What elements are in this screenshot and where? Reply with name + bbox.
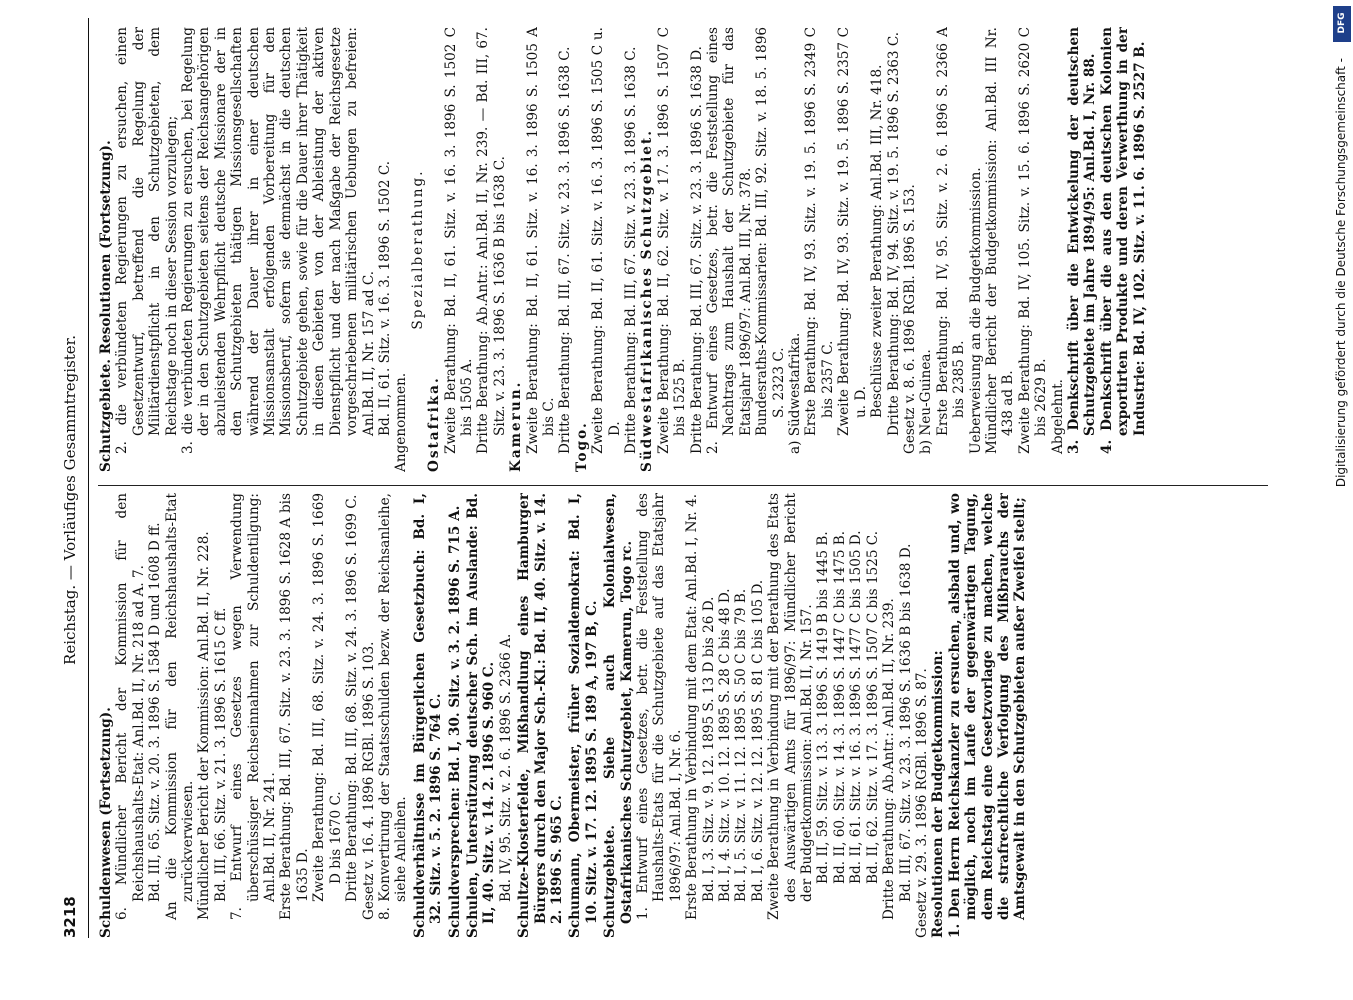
entry-line: Beschlüsse zweiter Berathung: Anl.Bd. III, Nr. 418. — [869, 64, 886, 418]
entry-line: Erste Berathung: Bd. III, 67. Sitz. v. 23. 3. 1896 S. 1628 A bis 1635 D. — [278, 493, 311, 920]
digitization-credit — [1328, 8, 1350, 993]
entry-line: 2. Entwurf eines Gesetzes, betr. die Feststellung eines Nachtrags zum Haushalt der Schutzgebiete für das Etatsjahr 1896/97: Anl.Bd. III, Nr. 378. — [705, 27, 754, 454]
entry-line: Ueberweisung an die Budgetkommission. — [967, 167, 984, 454]
left-column — [98, 493, 1278, 938]
entry-line: a) Südwestafrika. — [787, 332, 804, 454]
entry-line: Zweite Berathung: Bd. IV, 93. Sitz. v. 19. 5. 1896 S. 2357 C u. D. — [836, 27, 869, 436]
subsection-heading: Südwestafrikanisches Schutzgebiet. — [639, 129, 656, 472]
entry-line: 2. die verbündeten Regierungen zu ersuchen, einen Gesetzentwurf, betreffend die Regelung der Militärdienstpflicht in den Schutzgebieten, dem Reichstage noch in dieser Session vorzulegen; — [114, 27, 180, 454]
entry-line: 4. Denkschrift über die aus den deutschen Kolonien exportirten Produkte und deren Verwerthung in der Industrie: Bd. IV, 102. Sitz. v. 11. 6. 1896 S. 2527 B. — [1098, 27, 1148, 454]
entry-line: Erste Berathung: Bd. IV, 95. Sitz. v. 2. 6. 1896 S. 2366 A bis 2385 B. — [934, 27, 968, 436]
entry-heading: Schulen, Unterstützung deutscher Sch. im Auslande: Bd. II, 40. Sitz. v. 14. 2. 1896 S. 960 C. — [464, 493, 498, 938]
entry-line: Dritte Berathung: Bd. IV, 94. Sitz. v. 19. 5. 1896 S. 2363 C. — [885, 31, 902, 436]
entry-heading: Schultze-Klosterfelde, Mißhandlung eines Hamburger Bürgers durch den Major Sch.-Kl.: Bd. II, 40. Sitz. v. 14. 2. 1896 S. 965 C. — [516, 493, 565, 938]
entry-line: Mündlicher Bericht der Budgetkommission: Anl.Bd. III Nr. 438 ad B. — [983, 27, 1017, 454]
entry-heading: Schuldversprechen: Bd. I, 30. Sitz. v. 3. 2. 1896 S. 715 A. — [446, 505, 463, 938]
entry-line: Gesetz v. 29. 3. 1896 RGBl. 1896 S. 87. — [913, 668, 930, 938]
entry-line: Zweite Berathung: Bd. II, 61. Sitz. v. 16. 3. 1896 S. 1502 C bis 1505 A. — [442, 27, 475, 454]
page-number: 3218 — [61, 896, 79, 938]
entry-line: Zweite Berathung: Bd. III, 68. Sitz. v. 24. 3. 1896 S. 1669 D bis 1670 C. — [311, 493, 344, 902]
entry-line: Dritte Berathung: Bd. III, 68. Sitz. v. 24. 3. 1896 S. 1699 C. — [344, 494, 361, 902]
credit-text: Digitalisierung gefördert durch die Deutsche Forschungsgemeinschaft - — [1334, 58, 1348, 488]
entry-line: 3. Denkschrift über die Entwickelung der deutschen Schutzgebiete im Jahre 1894/95: Anl.Bd. I, Nr. 88. — [1065, 27, 1099, 454]
header-rule — [88, 18, 89, 938]
entry-line: 8. Konvertirung der Staatsschulden bezw. der Reichsanleihe, siehe Anleihen. — [376, 493, 410, 920]
entry-line: Dritte Berathung: Bd. III, 67. Sitz. v. 23. 3. 1896 S. 1638 C. — [557, 46, 574, 454]
entry-line: Bundesraths-Kommissarien: Bd. III, 92. Sitz. v. 18. 5. 1896 S. 2323 C. — [754, 27, 787, 436]
subsection-heading: Ostafrika. — [426, 376, 443, 472]
entry-line: Bd. II, 60. Sitz. v. 14. 3. 1896 S. 1447 C bis 1475 B. — [831, 530, 848, 884]
entry-line: Zweite Berathung in Verbindung mit der Berathung des Etats des Auswärtigen Amts für 1896/97: Mündlicher Bericht der Budgetkommission: Anl.Bd. II, Nr. 157. — [766, 493, 816, 920]
entry-line: Bd. II, 61. Sitz. v. 16. 3. 1896 S. 1502 C. — [376, 160, 393, 436]
entry-line: Bd. I, 3. Sitz. v. 9. 12. 1895 S. 13 D bis 26 D. — [700, 596, 717, 902]
entry-line: Dritte Berathung: Ab.Antr.: Anl.Bd. II, Nr. 239. — [881, 598, 898, 920]
entry-line: Bd. II, 61. Sitz. v. 16. 3. 1896 S. 1477 C bis 1505 D. — [848, 530, 865, 884]
entry-line: Bd. III, 66. Sitz. v. 21. 3. 1896 S. 1615 C ff. — [212, 607, 229, 902]
entry-line: Dritte Berathung: Bd. III, 67. Sitz. v. 23. 3. 1896 S. 1638 C. — [623, 46, 639, 454]
entry-line: 7. Entwurf eines Gesetzes wegen Verwendung überschüssiger Reichseinnahmen zur Schuldentilgung: Anl.Bd. II, Nr. 241. — [229, 493, 279, 920]
entry-line: Abgelehnt. — [1049, 379, 1066, 454]
entry-line: Zweite Berathung: Bd. II, 61. Sitz. v. 16. 3. 1896 S. 1505 C u. D. — [590, 27, 623, 454]
entry-line: An die Kommission für den Reichshaushalts-Etat zurückverwiesen. — [163, 493, 197, 920]
subsection-heading: Togo. — [573, 421, 590, 472]
entry-heading: Schumann, Obermeister, früher Sozialdemokrat: Bd. I, 10. Sitz. v. 17. 12. 1895 S. 189 A, 197 B, C. — [567, 493, 600, 938]
entry-line: Zweite Berathung: Bd. II, 62. Sitz. v. 17. 3. 1896 S. 1507 C bis 1525 B. — [655, 27, 689, 454]
dfg-logo — [1333, 6, 1351, 42]
right-column — [98, 27, 1278, 472]
entry-heading: Schutzgebiete. Resolutionen (Fortsetzung). — [98, 140, 114, 472]
entry-heading: Schutzgebiete. Siehe auch Kolonialwesen, Ostafrikanisches Schutzgebiet, Kamerun, Togo rc. — [602, 493, 635, 938]
entry-line: Bd. III, 67. Sitz. v. 23. 3. 1896 S. 1636 B bis 1638 D. — [897, 543, 914, 902]
entry-line: 6. Mündlicher Bericht der Kommission für den Reichshaushalts-Etat: Anl.Bd. II, Nr. 218 ad A. 7. — [114, 493, 147, 920]
section-heading: Spezialberathung. — [409, 169, 426, 330]
entry-line: Zweite Berathung: Bd. II, 61. Sitz. v. 16. 3. 1896 S. 1505 A bis C. — [524, 27, 557, 454]
entry-line: 3. die verbündeten Regierungen zu ersuchen, bei Regelung der in den Schutzgebieten seitens der Reichsangehörigen abzuleistenden Wehrpflicht deutsche Missionare der in den Schutzgebieten thätigen Missionsgesellschaften während der Dauer ihrer in einer deutschen Missionsanstalt erfolgenden Vorbereitung für den Missionsberuf, sofern sie demnächst in die deutschen Schutzgebiete gehen, sowie für die Dauer ihrer Thätigkeit in diesen Gebieten von der Ableistung der aktiven Dienstpflicht und der nach Maßgabe der Reichsgesetze vorgeschriebenen militärischen Uebungen zu befreien: Anl.Bd. II, Nr. 157 ad C. — [180, 27, 377, 454]
entry-line: Resolutionen der Budgetkommission: — [930, 650, 947, 938]
entry-line: Bd. I, 6. Sitz. v. 12. 12. 1895 S. 81 C bis 105 D. — [749, 579, 766, 902]
entry-line: Bd. II, 59. Sitz. v. 13. 3. 1896 S. 1419 B bis 1445 B. — [815, 531, 832, 884]
entry-line: Gesetz v. 16. 4. 1896 RGBl. 1896 S. 103. — [360, 641, 377, 920]
entry-line: Dritte Berathung: Bd. III, 67. Sitz. v. 23. 3. 1896 S. 1638 D. — [688, 46, 705, 454]
page-header — [55, 0, 95, 1000]
running-title: Reichstag. — Vorläufiges Gesammtregister. — [61, 335, 79, 665]
entry-line: Bd. II, 62. Sitz. v. 17. 3. 1896 S. 1507 C bis 1525 C. — [864, 530, 881, 884]
subsection-heading: Kamerun. — [508, 380, 525, 472]
entry-line: Erste Berathung in Verbindung mit dem Etat: Anl.Bd. I, Nr. 4. — [684, 493, 701, 920]
column-divider — [98, 485, 1268, 486]
entry-line: Bd. I, 5. Sitz. v. 11. 12. 1895 S. 50 C bis 79 B. — [733, 588, 750, 902]
entry-heading: Schuldverhältnisse im Bürgerlichen Gesetzbuch: Bd. I, 32. Sitz. v. 5. 2. 1896 S. 764 C. — [411, 493, 445, 938]
entry-line: Bd. IV, 95. Sitz. v. 2. 6. 1896 S. 2366 A. — [497, 633, 514, 902]
entry-line: 1. Entwurf eines Gesetzes, betr. die Feststellung des Haushalts-Etats für die Schutzgebiete auf das Etatsjahr 1896/97: Anl.Bd. I, Nr. 6. — [635, 493, 684, 920]
entry-line: Mündlicher Bericht der Kommission: Anl.Bd. II, Nr. 228. — [196, 531, 213, 920]
entry-line: Zweite Berathung: Bd. IV, 105. Sitz. v. 15. 6. 1896 S. 2620 C bis 2629 B. — [1016, 27, 1050, 454]
entry-line: b) Neu-Guinea. — [918, 349, 935, 454]
dfg-logo-text: DFG — [1337, 12, 1347, 34]
entry-heading: Schuldenwesen (Fortsetzung). — [98, 707, 114, 938]
entry-line: 1. Den Herrn Reichskanzler zu ersuchen, alsbald und, wo möglich, noch im Laufe der gegenwärtigen Tagung, dem Reichstag eine Gesetzvorlage zu machen, welche die strafrechtliche Verfolgung des Mißbrauchs der Amtsgewalt in den Schutzgebieten außer Zweifel stellt; — [946, 493, 1029, 938]
entry-line: Gesetz v. 8. 6. 1896 RGBl. 1896 S. 153. — [901, 184, 918, 454]
entry-line: Dritte Berathung: Ab.Antr.: Anl.Bd. II, Nr. 239. — Bd. III, 67. Sitz. v. 23. 3. 1896 S. 1636 B bis 1638 C. — [475, 27, 508, 454]
entry-line: Angenommen. — [393, 372, 410, 472]
entry-line: Bd. III, 65. Sitz. v. 20. 3. 1896 S. 1584 D und 1608 D ff. — [147, 522, 164, 902]
entry-line: Erste Berathung: Bd. IV, 93. Sitz. v. 19. 5. 1896 S. 2349 C bis 2357 C. — [803, 27, 836, 436]
entry-line: Bd. I, 4. Sitz. v. 10. 12. 1895 S. 28 C bis 48 D. — [717, 588, 734, 902]
